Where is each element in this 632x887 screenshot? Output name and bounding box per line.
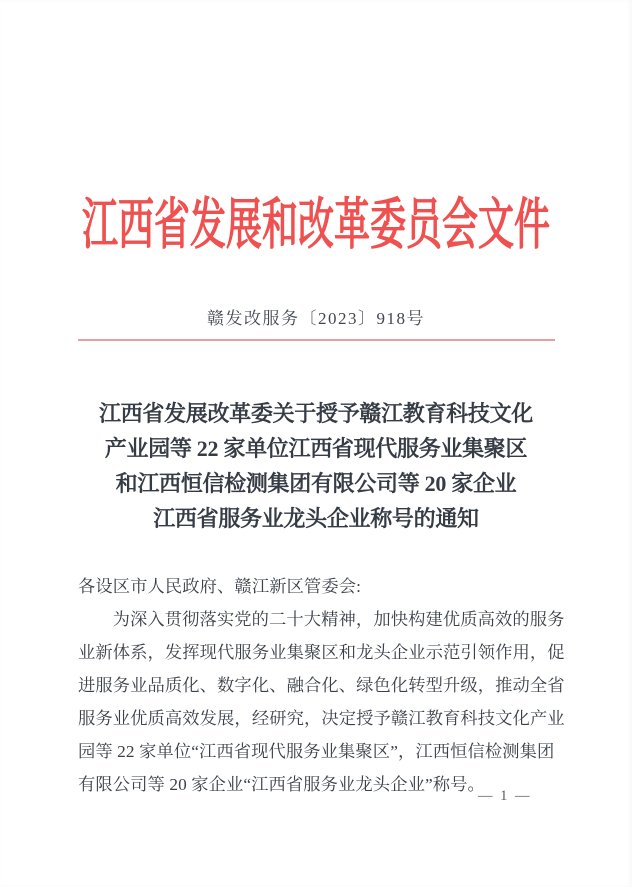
page-number: — 1 — [478, 788, 532, 804]
body-line: 有限公司等 20 家企业“江西省服务业龙头企业”称号。 [78, 775, 485, 794]
notice-title-line-4: 江西省服务业龙头企业称号的通知 [153, 506, 479, 531]
document-body [78, 570, 565, 801]
body-line: 园等 22 家单位“江西省现代服务业集聚区”，江西恒信检测集团 [78, 742, 555, 761]
body-line: 为深入贯彻落实党的二十大精神，加快构建优质高效的服务 [112, 610, 565, 629]
notice-title-line-3: 和江西恒信检测集团有限公司等 20 家企业 [115, 471, 517, 496]
notice-title-line-2: 产业园等 22 家单位江西省现代服务业集聚区 [104, 436, 528, 461]
notice-title-line-1: 江西省发展改革委关于授予赣江教育科技文化 [98, 401, 533, 426]
letterhead-org-title: 江西省发展和改革委员会文件 [81, 194, 550, 256]
body-line: 进服务业品质化、数字化、融合化、绿色化转型升级，推动全省 [78, 676, 565, 695]
document-number: 赣发改服务〔2023〕918号 [207, 309, 425, 328]
body-line: 业新体系，发挥现代服务业集聚区和龙头企业示范引领作用，促 [78, 643, 565, 662]
salutation-line: 各设区市人民政府、赣江新区管委会: [78, 577, 362, 596]
body-line: 服务业优质高效发展，经研究，决定授予赣江教育科技文化产业 [78, 709, 565, 728]
red-divider-line [78, 339, 555, 341]
notice-title [0, 396, 632, 536]
